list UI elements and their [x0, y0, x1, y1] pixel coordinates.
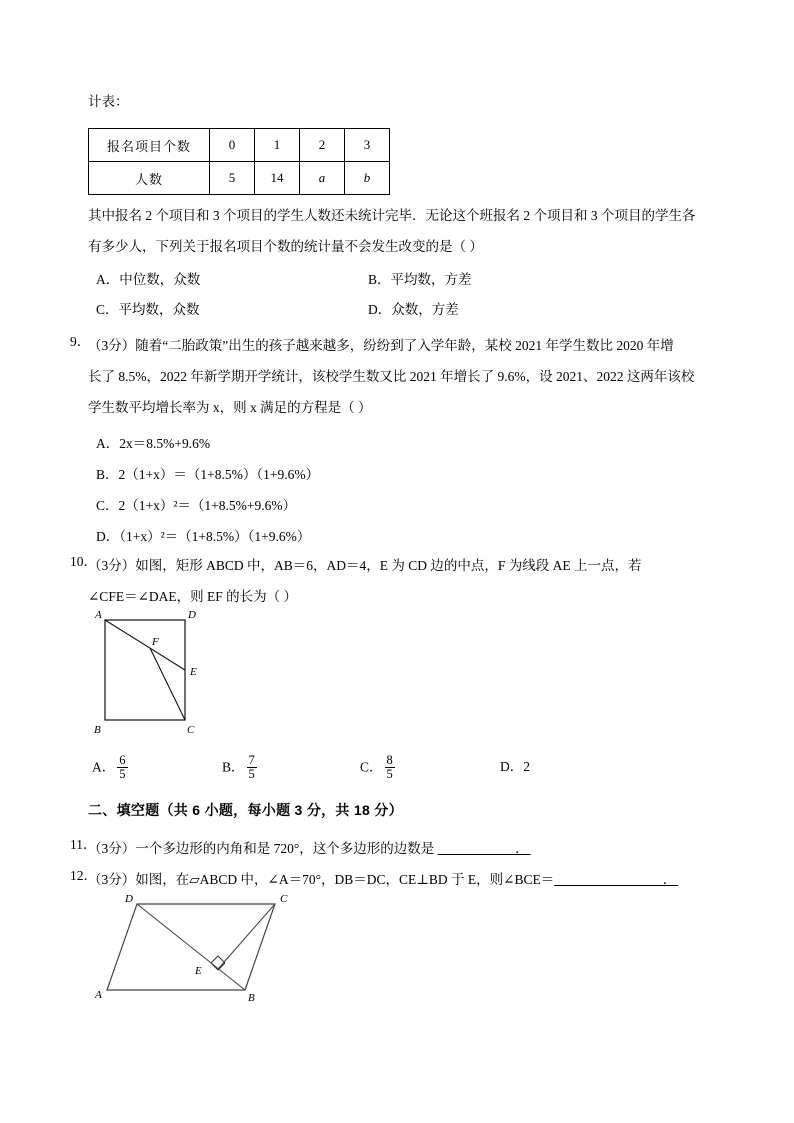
table-row — [89, 129, 390, 162]
question-10-stem — [88, 550, 736, 612]
option-b-prefix: B． — [222, 759, 245, 775]
statistics-table — [88, 128, 390, 195]
vertex-label-d: D — [188, 609, 196, 621]
question-9-option-d[interactable]: D．（1+x）²＝（1+8.5%）（1+9.6%） — [96, 529, 311, 544]
question-9-option-b[interactable]: B．2（1+x）＝（1+8.5%）（1+9.6%） — [96, 467, 320, 482]
table-cell: 14 — [255, 162, 300, 195]
question-11-number: 11． — [70, 837, 97, 852]
question-8-option-c[interactable]: C．平均数，众数 — [96, 302, 200, 317]
q8-stem-line2: 有多少人，下列关于报名项目个数的统计量不会发生改变的是（ ） — [88, 239, 483, 254]
question-9-option-a[interactable]: A．2x＝8.5%+9.6% — [96, 436, 211, 451]
option-c-prefix: C． — [360, 759, 383, 775]
q12-answer-blank[interactable]: ＿＿＿＿＿＿＿． — [554, 872, 679, 887]
parallelogram-abcd-figure — [85, 888, 315, 1008]
top-continuation-text: 计表： — [88, 94, 129, 109]
table-cell: 2 — [300, 129, 345, 162]
fraction-denominator: 5 — [248, 767, 255, 782]
question-10-option-c[interactable] — [360, 755, 395, 782]
question-10-option-b[interactable] — [222, 755, 257, 782]
fraction-denominator: 5 — [386, 767, 393, 782]
question-10-option-a[interactable] — [92, 755, 128, 782]
table-cell: 1 — [255, 129, 300, 162]
q11-answer-blank[interactable]: ＿＿＿＿＿． — [437, 841, 531, 856]
table-cell: 0 — [210, 129, 255, 162]
fraction-numerator: 7 — [248, 753, 255, 767]
question-10-number: 10． — [70, 554, 97, 569]
question-12-number: 12． — [70, 868, 97, 883]
q8-stem-line1: 其中报名 2 个项目和 3 个项目的学生人数还未统计完毕．无论这个班报名 2 个项目和 3 个项目的学生各 — [88, 208, 696, 223]
q9-stem-line3: 学生数平均增长率为 x，则 x 满足的方程是（ ） — [88, 400, 372, 415]
q11-stem-text: （3分）一个多边形的内角和是 720°，这个多边形的边数是 — [88, 841, 435, 856]
vertex-label-e: E — [190, 666, 197, 678]
vertex-label-c: C — [187, 724, 195, 736]
segment-ce — [218, 904, 275, 969]
q9-stem-line2: 长了 8.5%，2022 年新学期开学统计，该校学生数又比 2021 年增长了 9.6%，设 2021、2022 这两年该校 — [88, 369, 695, 384]
question-9-number: 9． — [70, 334, 91, 349]
question-8-option-a[interactable]: A．中位数，众数 — [96, 272, 201, 287]
fraction-8-5 — [385, 754, 395, 781]
segment-ae — [105, 620, 185, 670]
table-cell: 3 — [345, 129, 390, 162]
question-8-stem — [88, 200, 736, 262]
option-a-prefix: A． — [92, 759, 116, 775]
table-cell: a — [300, 162, 345, 195]
right-angle-mark-icon — [211, 956, 225, 963]
rectangle-outline — [105, 620, 185, 720]
vertex-label-b: B — [248, 992, 255, 1004]
question-9-option-c[interactable]: C．2（1+x）²＝（1+8.5%+9.6%） — [96, 498, 297, 513]
question-11-stem — [88, 833, 736, 864]
vertex-label-a: A — [95, 609, 102, 621]
table-cell: b — [345, 162, 390, 195]
vertex-label-b: B — [94, 724, 101, 736]
fraction-numerator: 8 — [386, 753, 393, 767]
table-row — [89, 162, 390, 195]
table-row-label: 人数 — [89, 162, 210, 195]
q9-stem-line1: （3分）随着“二胎政策”出生的孩子越来越多，纷纷到了入学年龄，某校 2021 年学生数比 2020 年增 — [88, 338, 674, 353]
section-2-heading: 二、填空题（共 6 小题，每小题 3 分，共 18 分） — [88, 802, 403, 818]
vertex-label-d: D — [125, 893, 133, 905]
q10-stem-line2: ∠CFE＝∠DAE，则 EF 的长为（ ） — [88, 589, 298, 604]
q10-stem-line1: （3分）如图，矩形 ABCD 中，AB＝6，AD＝4，E 为 CD 边的中点，F 为线段 AE 上一点，若 — [88, 558, 642, 573]
vertex-label-e: E — [195, 965, 202, 977]
segment-db — [137, 904, 245, 990]
vertex-label-f: F — [152, 636, 159, 648]
table-row-label: 报名项目个数 — [89, 129, 210, 162]
question-9-stem — [88, 330, 736, 423]
table-cell: 5 — [210, 162, 255, 195]
vertex-label-a: A — [95, 989, 102, 1001]
question-8-option-b[interactable]: B．平均数，方差 — [368, 272, 472, 287]
fraction-numerator: 6 — [119, 753, 126, 767]
fraction-denominator: 5 — [119, 767, 126, 782]
vertex-label-c: C — [280, 893, 288, 905]
question-10-option-d[interactable]: D．2 — [500, 759, 530, 774]
q12-stem-text: （3分）如图，在▱ABCD 中，∠A＝70°，DB＝DC，CE⊥BD 于 E，则∠BCE＝ — [88, 872, 555, 887]
question-8-option-d[interactable]: D．众数，方差 — [368, 302, 459, 317]
rectangle-abcd-figure — [85, 605, 225, 745]
fraction-6-5 — [117, 754, 127, 781]
fraction-7-5 — [247, 754, 257, 781]
